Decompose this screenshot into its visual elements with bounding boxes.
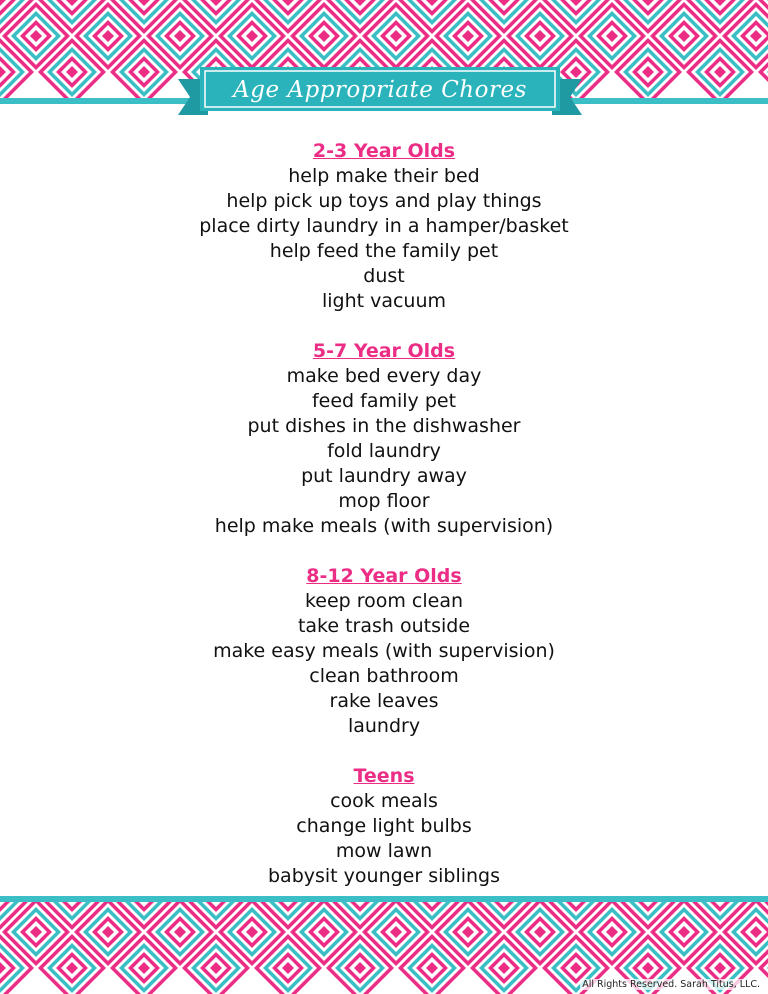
chore-item: light vacuum <box>321 290 447 312</box>
chore-item: mow lawn <box>335 840 433 862</box>
chore-section <box>0 339 768 539</box>
chore-item: place dirty laundry in a hamper/basket <box>199 215 569 237</box>
chore-item: fold laundry <box>327 440 441 462</box>
page-title: Age Appropriate Chores <box>233 77 527 103</box>
chore-item: mop floor <box>338 490 430 512</box>
chore-item: cook meals <box>330 790 438 812</box>
section-heading: 8-12 Year Olds <box>306 565 462 587</box>
chore-section <box>0 764 768 889</box>
chore-item: laundry <box>347 715 421 737</box>
chore-item: help feed the family pet <box>269 240 499 262</box>
chore-item: put dishes in the dishwasher <box>247 415 521 437</box>
chore-section <box>0 564 768 739</box>
chore-item: babysit younger siblings <box>267 865 501 887</box>
chore-item: change light bulbs <box>296 815 472 837</box>
chore-item: help make their bed <box>288 165 480 187</box>
chore-list <box>0 139 768 914</box>
chore-item: keep room clean <box>304 590 464 612</box>
chore-section <box>0 139 768 314</box>
chore-item: dust <box>363 265 405 287</box>
chore-item: help make meals (with supervision) <box>214 515 554 537</box>
chore-item: take trash outside <box>297 615 471 637</box>
chore-item: feed family pet <box>311 390 457 412</box>
section-heading: Teens <box>353 765 415 787</box>
copyright-footer: All Rights Reserved. Sarah Titus, LLC. <box>582 979 760 990</box>
chore-item: put laundry away <box>301 465 467 487</box>
chore-item: make easy meals (with supervision) <box>213 640 555 662</box>
chore-item: help pick up toys and play things <box>226 190 542 212</box>
chore-item: clean bathroom <box>309 665 459 687</box>
section-heading: 2-3 Year Olds <box>312 140 456 162</box>
title-banner <box>178 63 582 127</box>
chore-item: rake leaves <box>329 690 439 712</box>
section-heading: 5-7 Year Olds <box>312 340 456 362</box>
chore-item: make bed every day <box>286 365 482 387</box>
